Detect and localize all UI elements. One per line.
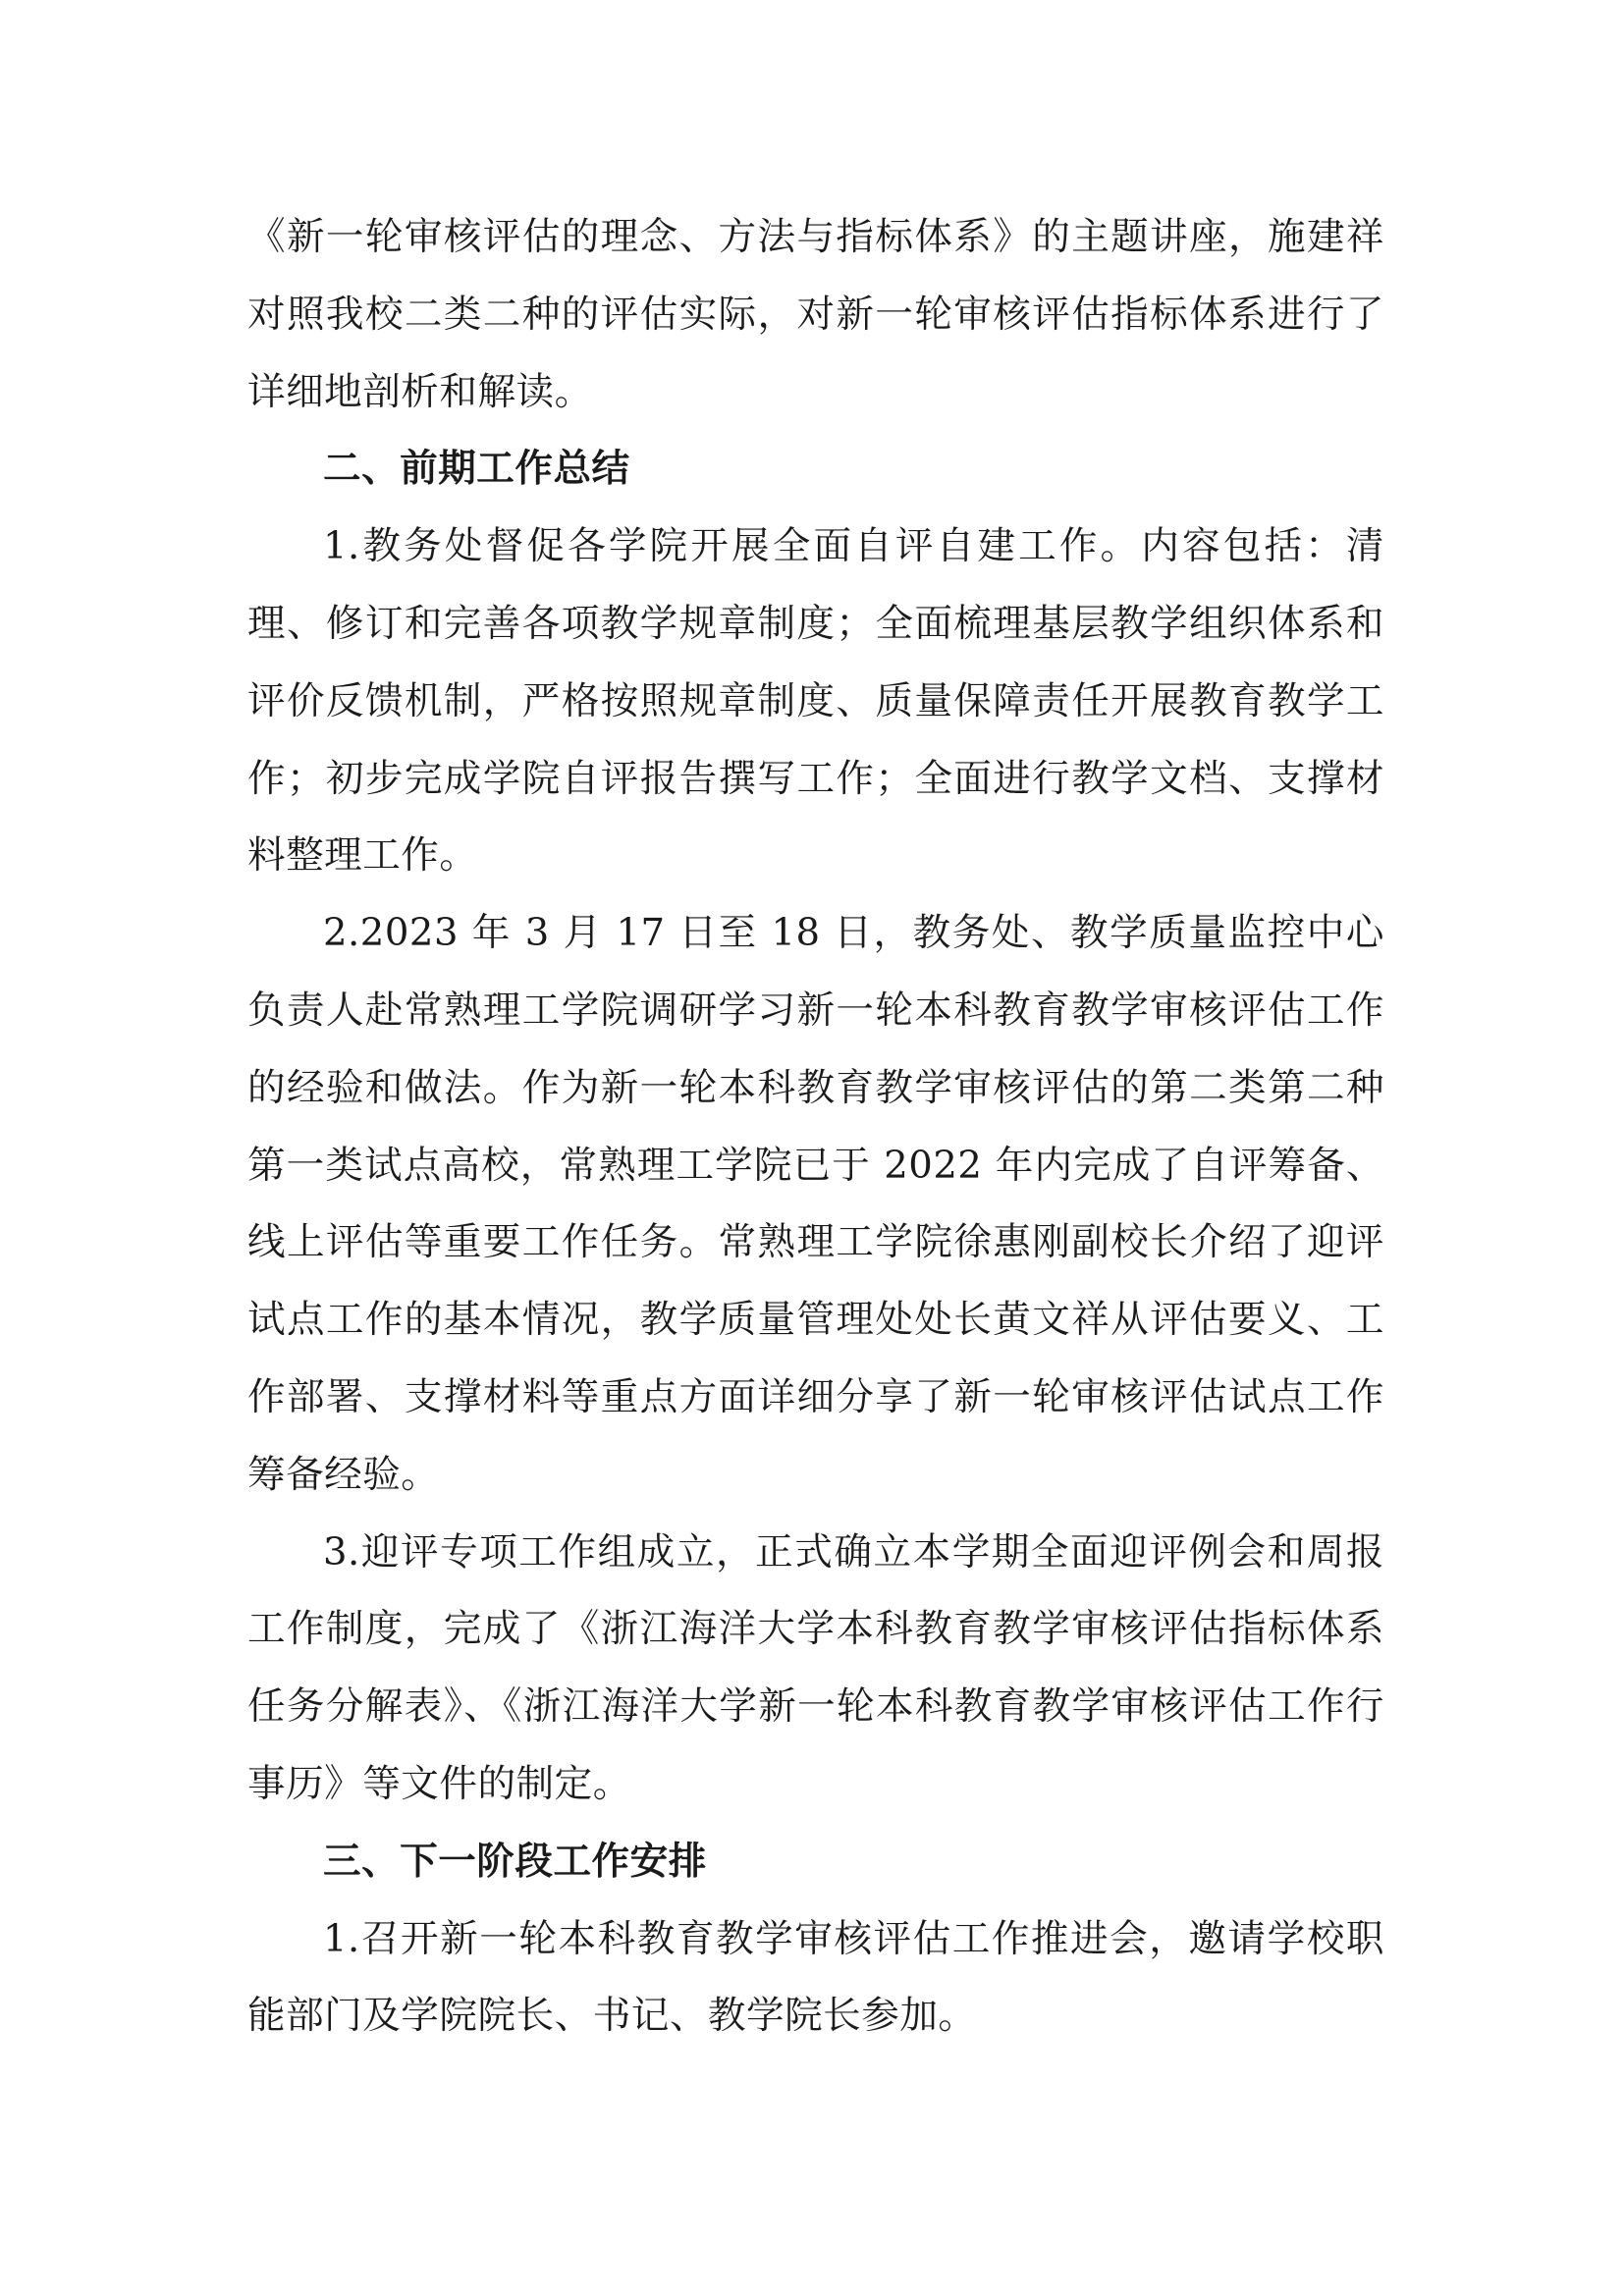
section-heading-preliminary-summary: 二、前期工作总结 [323, 447, 630, 492]
paragraph-item-2-research-visit: 2.2023 年 3 月 17 日至 18 日，教务处、教学质量监控中心负责人赴常熟理工学院调研学习新一轮本科教育教学审核评估工作的经验和做法。作为新一轮本科教育教学审核评估的第二类第二种第一类试点高校，常熟理工学院已于 2022 年内完成了自评筹备、线上评估等重要工作任务。常熟理工学院徐惠刚副校长介绍了迎评试点工作的基本情况，教学质量管理处处长黄文祥从评估要义、工作部署、支撑材料等重点方面详细分享了新一轮审核评估试点工作筹备经验。 [247, 911, 1384, 1497]
paragraph-item-3-working-group: 3.迎评专项工作组成立，正式确立本学期全面迎评例会和周报工作制度，完成了《浙江海洋大学本科教育教学审核评估指标体系任务分解表》、《浙江海洋大学新一轮本科教育教学审核评估工作行事历》等文件的制定。 [247, 1529, 1384, 1806]
paragraph-item-1-self-evaluation: 1.教务处督促各学院开展全面自评自建工作。内容包括：清理、修订和完善各项教学规章制度；全面梳理基层教学组织体系和评价反馈机制，严格按照规章制度、质量保障责任开展教育教学工作；初步完成学院自评报告撰写工作；全面进行教学文档、支撑材料整理工作。 [247, 524, 1384, 879]
document-body [247, 199, 1384, 2056]
section-heading-next-stage: 三、下一阶段工作安排 [323, 1839, 707, 1884]
paragraph-next-item-1-meeting: 1.召开新一轮本科教育教学审核评估工作推进会，邀请学校职能部门及学院院长、书记、教学院长参加。 [247, 1916, 1384, 2039]
paragraph-lecture-continuation: 《新一轮审核评估的理念、方法与指标体系》的主题讲座，施建祥对照我校二类二种的评估实际，对新一轮审核评估指标体系进行了详细地剖析和解读。 [247, 215, 1384, 414]
